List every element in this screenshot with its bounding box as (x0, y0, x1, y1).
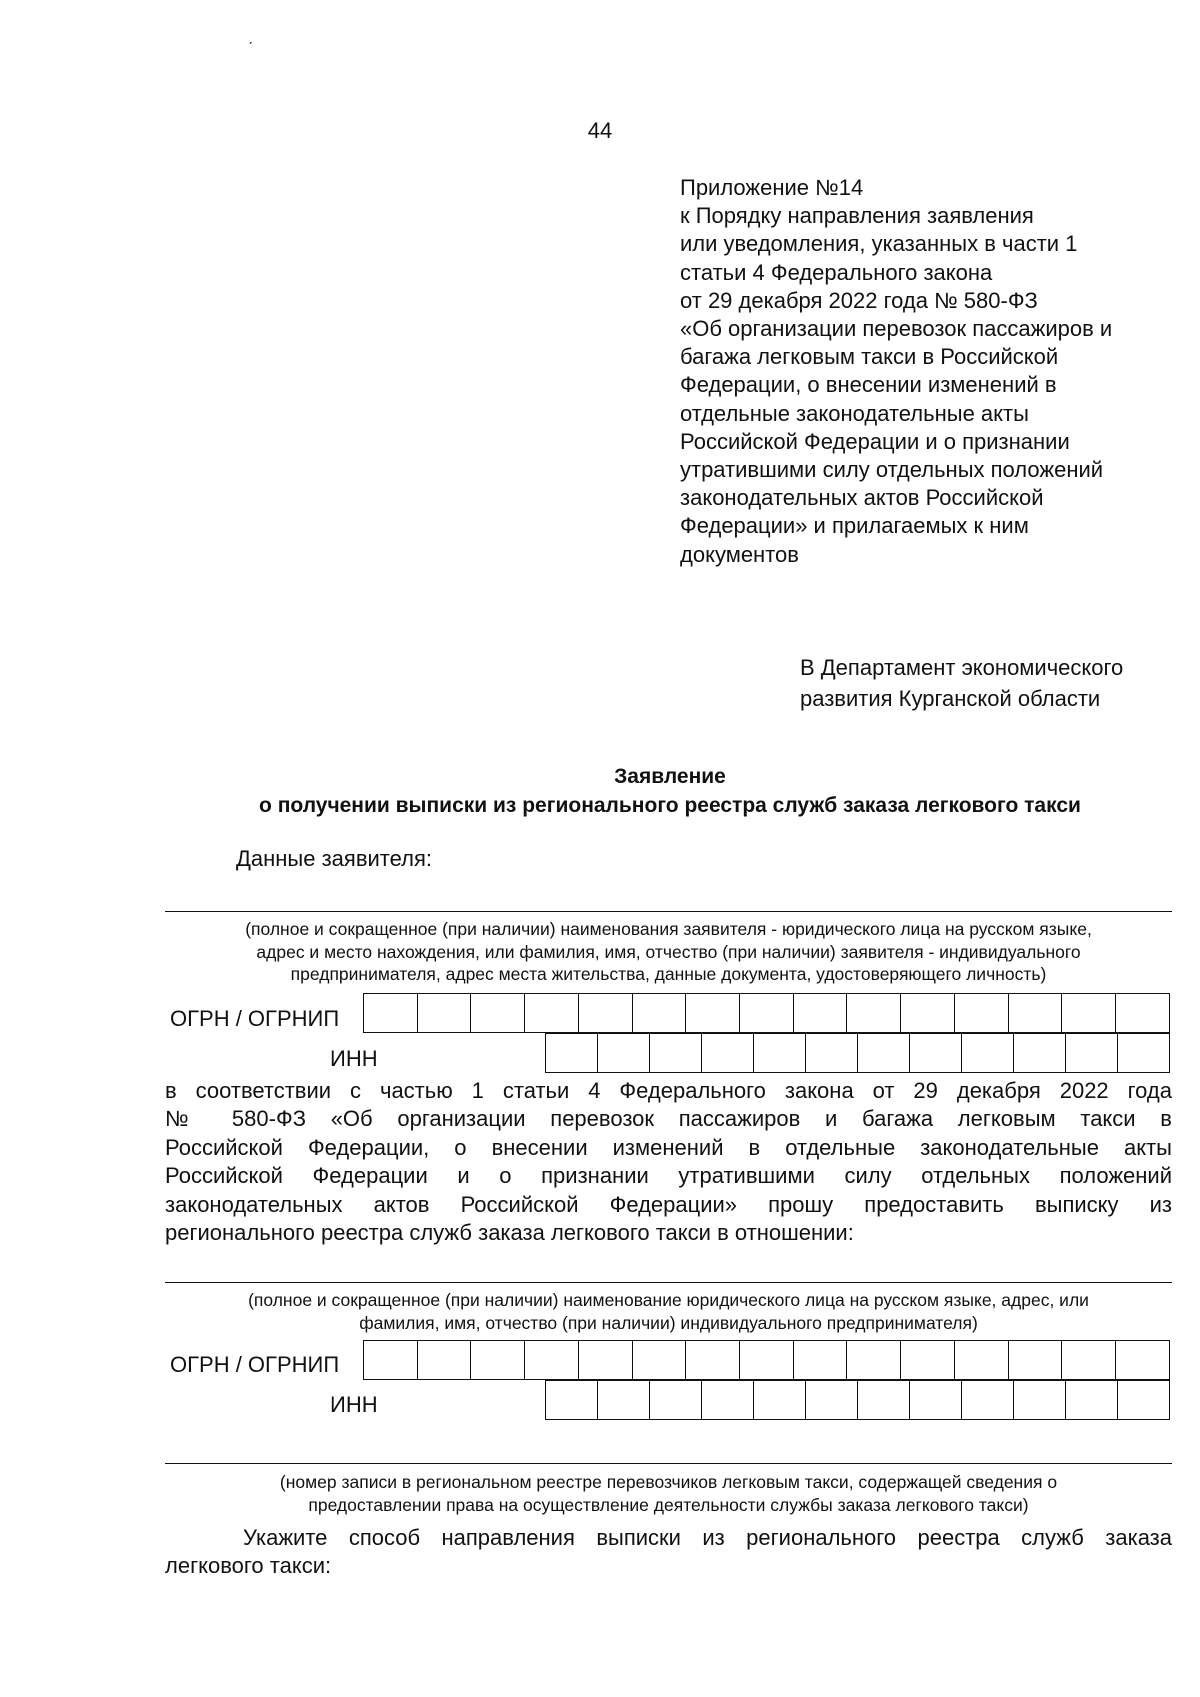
digit-cell[interactable] (546, 1034, 598, 1072)
digit-cell[interactable] (471, 1341, 525, 1379)
digit-cell[interactable] (579, 1341, 633, 1379)
digit-cell[interactable] (806, 1381, 858, 1419)
method-line: легкового такси: (165, 1553, 332, 1579)
subject-ogrn-label: ОГРН / ОГРНИП (170, 1352, 340, 1377)
appendix-line: или уведомления, указанных в части 1 (680, 231, 1078, 257)
digit-cell[interactable] (794, 994, 848, 1032)
digit-cell[interactable] (962, 1034, 1014, 1072)
appendix-line: документов (680, 541, 799, 567)
caption-line: предпринимателя, адрес места жительства, данные документа, удостоверяющего личность) (290, 964, 1047, 984)
digit-cell[interactable] (364, 994, 418, 1032)
digit-cell[interactable] (702, 1381, 754, 1419)
body-line: Российской Федерации и о признании утратившими силу отдельных положений (165, 1163, 1172, 1189)
subject-input-line[interactable] (165, 1282, 1172, 1283)
applicant-inn-label: ИНН (330, 1046, 378, 1071)
caption-line: (полное и сокращенное (при наличии) наименование юридического лица на русском языке, адрес, или (248, 1290, 1089, 1310)
digit-cell[interactable] (650, 1034, 702, 1072)
appendix-line: «Об организации перевозок пассажиров и (680, 316, 1113, 342)
digit-cell[interactable] (702, 1034, 754, 1072)
appendix-line: законодательных актов Российской (680, 485, 1044, 511)
caption-line: фамилия, имя, отчество (при наличии) индивидуального предпринимателя) (359, 1312, 978, 1333)
digit-cell[interactable] (962, 1381, 1014, 1419)
digit-cell[interactable] (418, 1341, 472, 1379)
caption-line: (номер записи в региональном реестре перевозчиков легковым такси, содержащей сведения о (279, 1472, 1058, 1492)
digit-cell[interactable] (1118, 1034, 1170, 1072)
request-body (165, 1077, 1172, 1247)
digit-cell[interactable] (1118, 1381, 1170, 1419)
appendix-line: утратившими силу отдельных положений (680, 457, 1104, 483)
subject-ogrn-grid[interactable] (363, 1340, 1170, 1380)
record-number-input-line[interactable] (165, 1463, 1172, 1464)
body-line: № 580-ФЗ «Об организации перевозок пассажиров и багажа легковым такси в (165, 1106, 1172, 1132)
digit-cell[interactable] (794, 1341, 848, 1379)
digit-cell[interactable] (546, 1381, 598, 1419)
applicant-caption (165, 918, 1172, 986)
page-number: 44 (587, 118, 613, 143)
appendix-line: Федерации» и прилагаемых к ним (680, 513, 1029, 539)
digit-cell[interactable] (686, 1341, 740, 1379)
digit-cell[interactable] (955, 994, 1009, 1032)
body-line: законодательных актов Российской Федерации» прошу предоставить выписку из (165, 1191, 1172, 1217)
digit-cell[interactable] (847, 994, 901, 1032)
digit-cell[interactable] (1062, 994, 1116, 1032)
appendix-note (680, 174, 1180, 569)
digit-cell[interactable] (858, 1381, 910, 1419)
digit-cell[interactable] (910, 1034, 962, 1072)
applicant-label: Данные заявителя: (236, 846, 433, 871)
appendix-line: багажа легковым такси в Российской (680, 344, 1059, 370)
body-line: в соответствии с частью 1 статьи 4 Федерального закона от 29 декабря 2022 года (165, 1078, 1172, 1103)
method-line: Укажите способ направления выписки из регионального реестра служб заказа (243, 1525, 1172, 1550)
digit-cell[interactable] (901, 1341, 955, 1379)
body-line: Российской Федерации, о внесении изменений в отдельные законодательные акты (165, 1134, 1172, 1160)
applicant-input-line[interactable] (165, 911, 1172, 912)
digit-cell[interactable] (686, 994, 740, 1032)
digit-cell[interactable] (740, 994, 794, 1032)
appendix-line: от 29 декабря 2022 года № 580-ФЗ (680, 287, 1038, 313)
digit-cell[interactable] (740, 1341, 794, 1379)
addressee-line: В Департамент экономического (800, 655, 1124, 680)
digit-cell[interactable] (633, 994, 687, 1032)
digit-cell[interactable] (598, 1381, 650, 1419)
digit-cell[interactable] (1066, 1381, 1118, 1419)
digit-cell[interactable] (1014, 1034, 1066, 1072)
caption-line: адрес и место нахождения, или фамилия, имя, отчество (при наличии) заявителя - индивидуального (256, 941, 1081, 962)
addressee (800, 652, 1123, 714)
delivery-method-prompt (165, 1524, 1172, 1581)
digit-cell[interactable] (1062, 1341, 1116, 1379)
applicant-ogrn-label: ОГРН / ОГРНИП (170, 1006, 340, 1031)
appendix-line: отдельные законодательные акты (680, 400, 1029, 426)
appendix-line: Приложение №14 (680, 175, 864, 200)
digit-cell[interactable] (1009, 1341, 1063, 1379)
body-line: регионального реестра служб заказа легкового такси в отношении: (165, 1220, 854, 1246)
applicant-inn-grid[interactable] (545, 1033, 1170, 1073)
digit-cell[interactable] (901, 994, 955, 1032)
subject-caption (165, 1289, 1172, 1334)
digit-cell[interactable] (364, 1341, 418, 1379)
digit-cell[interactable] (598, 1034, 650, 1072)
appendix-line: статьи 4 Федерального закона (680, 259, 993, 285)
appendix-line: Российской Федерации и о признании (680, 428, 1070, 454)
record-caption (165, 1471, 1172, 1516)
appendix-line: Федерации, о внесении изменений в (680, 372, 1057, 398)
digit-cell[interactable] (525, 994, 579, 1032)
digit-cell[interactable] (418, 994, 472, 1032)
document-title: Заявление (614, 765, 726, 788)
digit-cell[interactable] (955, 1341, 1009, 1379)
digit-cell[interactable] (633, 1341, 687, 1379)
digit-cell[interactable] (847, 1341, 901, 1379)
digit-cell[interactable] (1066, 1034, 1118, 1072)
digit-cell[interactable] (754, 1381, 806, 1419)
caption-line: предоставлении права на осуществление деятельности службы заказа легкового такси) (308, 1494, 1029, 1515)
subject-inn-label: ИНН (330, 1392, 378, 1417)
digit-cell[interactable] (1014, 1381, 1066, 1419)
digit-cell[interactable] (1116, 994, 1170, 1032)
caption-line: (полное и сокращенное (при наличии) наименования заявителя - юридического лица на русском языке, (245, 919, 1092, 939)
scan-mark: ˏ (248, 28, 253, 44)
digit-cell[interactable] (471, 994, 525, 1032)
digit-cell[interactable] (525, 1341, 579, 1379)
appendix-line: к Порядку направления заявления (680, 203, 1034, 229)
digit-cell[interactable] (579, 994, 633, 1032)
digit-cell[interactable] (1116, 1341, 1170, 1379)
addressee-line: развития Курганской области (800, 686, 1101, 711)
digit-cell[interactable] (858, 1034, 910, 1072)
digit-cell[interactable] (754, 1034, 806, 1072)
digit-cell[interactable] (806, 1034, 858, 1072)
digit-cell[interactable] (910, 1381, 962, 1419)
applicant-ogrn-grid[interactable] (363, 993, 1170, 1033)
digit-cell[interactable] (650, 1381, 702, 1419)
digit-cell[interactable] (1009, 994, 1063, 1032)
subject-inn-grid[interactable] (545, 1380, 1170, 1420)
document-subtitle: о получении выписки из регионального реестра служб заказа легкового такси (259, 794, 1081, 817)
